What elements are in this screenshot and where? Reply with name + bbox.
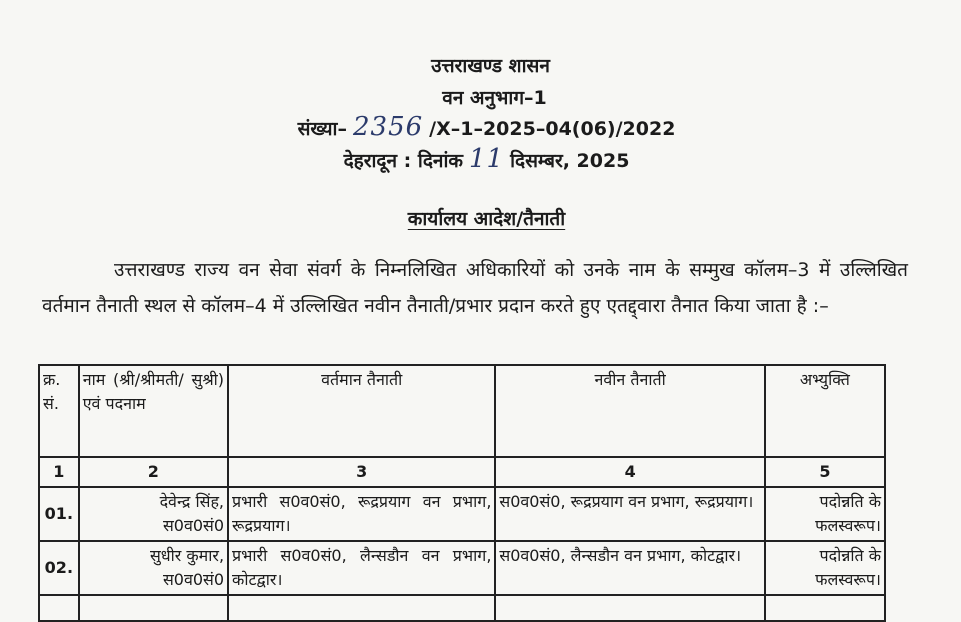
row-remarks: [765, 595, 885, 621]
order-paragraph: उत्तराखण्ड राज्य वन सेवा संवर्ग के निम्नलिखित अधिकारियों को उनके नाम के सम्मुख कॉलम–3 में उल्लिखित वर्तमान तैनाती स्थल से कॉलम–4 में उल्लिखित नवीन तैनाती/प्रभार प्रदान करते हुए एतद्द्वारा तैनात किया जाता है :–: [42, 259, 908, 317]
header-new-posting: नवीन तैनाती: [495, 365, 764, 457]
government-name: उत्तराखण्ड शासन: [431, 55, 550, 77]
column-number: 5: [765, 457, 885, 487]
column-number: 1: [39, 457, 79, 487]
officer-designation: स0व0सं0: [162, 516, 225, 535]
row-current-posting: प्रभारी स0व0सं0, लैन्सडौन वन प्रभाग, कोटद्वार।: [228, 541, 495, 595]
row-remarks: पदोन्नति के फलस्वरूप।: [765, 541, 885, 595]
row-serial-number: 01.: [39, 487, 79, 541]
table-row: [39, 541, 885, 595]
row-serial-number: [39, 595, 79, 621]
header-serial-line1: क्र.: [43, 370, 61, 389]
handwritten-date-day: 11: [468, 144, 505, 174]
date-suffix: दिसम्बर, 2025: [510, 150, 630, 172]
table-row: [39, 595, 885, 621]
order-date: [6, 144, 961, 174]
row-officer: [79, 541, 228, 595]
row-current-posting: प्रभारी स0व0सं0, रूद्रप्रयाग वन प्रभाग, रूद्रप्रयाग।: [228, 487, 495, 541]
officer-name: देवेन्द्र सिंह,: [159, 492, 225, 511]
header-serial-number: [39, 365, 79, 457]
row-new-posting: [495, 595, 764, 621]
row-officer: [79, 487, 228, 541]
row-serial-number: 02.: [39, 541, 79, 595]
header-current-posting: वर्तमान तैनाती: [228, 365, 495, 457]
reference-suffix: /X–1–2025–04(06)/2022: [429, 118, 676, 140]
order-title: कार्यालय आदेश/तैनाती: [407, 208, 566, 230]
date-prefix: देहरादून : दिनांक: [343, 150, 463, 172]
reference-number: [6, 112, 961, 142]
header-remarks: अभ्युक्ति: [765, 365, 885, 457]
table-header-row: [39, 365, 885, 457]
officer-name: सुधीर कुमार,: [149, 546, 225, 565]
row-officer: [79, 595, 228, 621]
reference-prefix: संख्या–: [297, 118, 347, 140]
column-number: 2: [79, 457, 228, 487]
section-name: वन अनुभाग–1: [442, 87, 547, 109]
row-new-posting: स0व0सं0, रूद्रप्रयाग वन प्रभाग, रूद्रप्रयाग।: [495, 487, 764, 541]
table-row: [39, 487, 885, 541]
column-number: 4: [495, 457, 764, 487]
row-current-posting: [228, 595, 495, 621]
posting-table: [38, 364, 886, 622]
header-serial-line2: सं.: [43, 394, 59, 413]
column-number: 3: [228, 457, 495, 487]
header-name: नाम (श्री/श्रीमती/ सुश्री) एवं पदनाम: [79, 365, 228, 457]
row-new-posting: स0व0सं0, लैन्सडौन वन प्रभाग, कोटद्वार।: [495, 541, 764, 595]
column-number-row: [39, 457, 885, 487]
handwritten-reference-number: 2356: [352, 112, 424, 142]
officer-designation: स0व0सं0: [162, 570, 225, 589]
row-remarks: पदोन्नति के फलस्वरूप।: [765, 487, 885, 541]
